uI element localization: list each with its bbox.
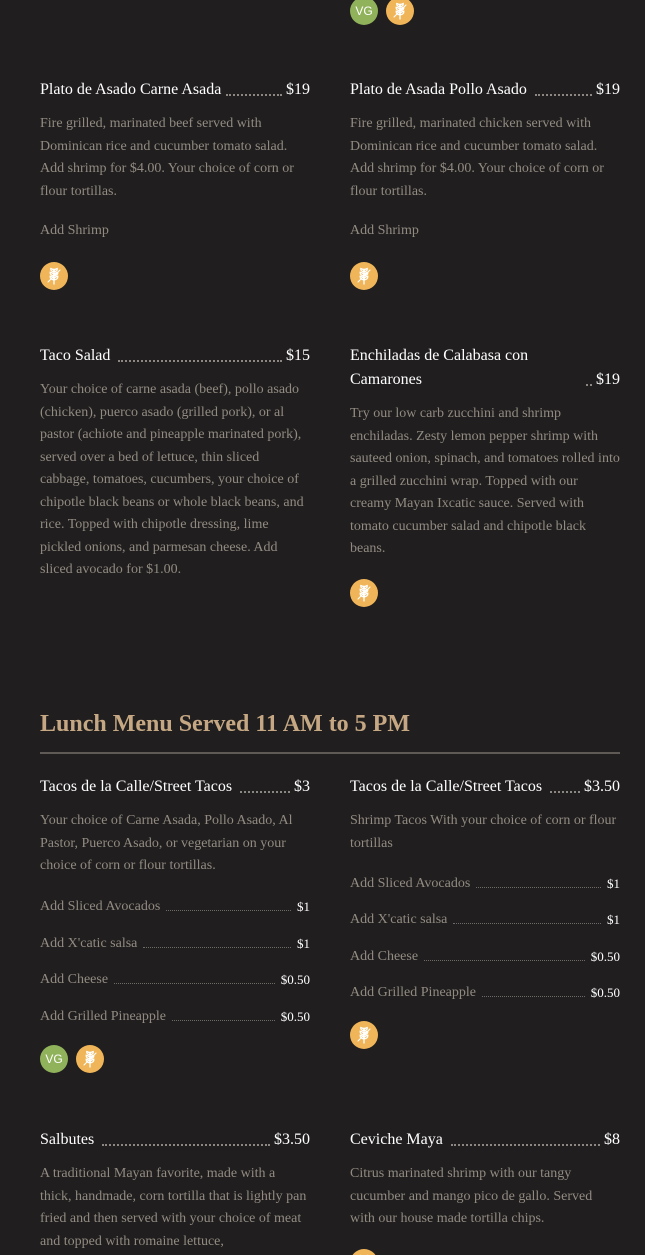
- diet-icons: [350, 262, 620, 290]
- addon-label: Add X'catic salsa: [40, 935, 138, 951]
- addon-price: $0.50: [280, 971, 310, 987]
- addon-label: Add Grilled Pineapple: [350, 985, 476, 1000]
- dotted-leader: [535, 94, 592, 96]
- menu-item-shrimp-street-tacos: [350, 775, 620, 1049]
- addon-list: [350, 875, 620, 1002]
- menu-item-pollo-asado: [350, 78, 620, 290]
- gluten-free-wheat-icon: [350, 579, 378, 607]
- dotted-leader: [172, 1020, 275, 1021]
- menu-item-addon: [40, 222, 310, 240]
- menu-item-title-row: [350, 775, 620, 799]
- menu-item-title-row: [40, 78, 310, 102]
- menu-item-description: Your choice of Carne Asada, Pollo Asado, Al Pastor, Puerco Asado, or vegetarian on your choice of corn or flour tortillas.: [40, 813, 293, 873]
- vegetarian-badge-icon: VG: [40, 1045, 68, 1073]
- addon-label: Add Grilled Pineapple: [40, 1008, 166, 1024]
- vegetarian-badge-icon: VG: [350, 0, 378, 25]
- section-title: Lunch Menu Served 11 AM to 5 PM: [40, 711, 410, 737]
- addon-price: $1: [297, 935, 310, 951]
- menu-item-ceviche: [350, 1128, 620, 1255]
- menu-item-title-row: [40, 775, 310, 799]
- addon-label: Add Shrimp: [40, 223, 109, 238]
- dotted-leader: [143, 947, 291, 948]
- menu-item-name: Tacos de la Calle/Street Tacos: [40, 778, 233, 795]
- menu-item-price: $3: [294, 778, 310, 795]
- menu-item-title-row: [350, 78, 620, 102]
- menu-item-description: A traditional Mayan favorite, made with a thick, handmade, corn tortilla that is lightly pan fried and then served with your choice of meat and topped with romaine lettuce,: [40, 1166, 307, 1249]
- dotted-leader: [114, 983, 275, 984]
- addon-row[interactable]: [350, 984, 620, 1002]
- diet-icons: [40, 1045, 310, 1073]
- addon-label: Add Cheese: [40, 971, 109, 987]
- gluten-free-wheat-icon: [40, 262, 68, 290]
- addon-row[interactable]: [40, 1008, 310, 1026]
- addon-row[interactable]: [350, 875, 620, 893]
- menu-item-name: Enchiladas de Calabasa con Camarones: [350, 347, 529, 388]
- menu-item-salbutes: [40, 1128, 310, 1253]
- addon-label: Add Cheese: [350, 949, 419, 964]
- addon-price: $0.50: [280, 1008, 310, 1024]
- menu-item-title-row: [350, 344, 620, 392]
- menu-item-taco-salad: [40, 344, 310, 582]
- menu-item-price: $8: [604, 1131, 620, 1148]
- dotted-leader: [118, 360, 282, 362]
- menu-item-carne-asada: [40, 78, 310, 290]
- gluten-free-wheat-icon: [350, 1249, 378, 1255]
- section-divider: [40, 752, 620, 754]
- menu-item-description: Try our low carb zucchini and shrimp enchiladas. Zesty lemon pepper shrimp with sauteed onion, spinach, and tomatoes rolled into a grilled zucchini wrap. Topped with our creamy Mayan Ixcatic sauce. Served with tomato cucumber salad and chipotle black beans.: [350, 406, 620, 556]
- dotted-leader: [476, 887, 601, 888]
- dotted-leader: [102, 1144, 270, 1146]
- dotted-leader: [226, 94, 282, 96]
- dotted-leader: [166, 910, 291, 911]
- menu-item-price: $19: [286, 81, 310, 98]
- gluten-free-wheat-icon: [386, 0, 414, 25]
- menu-item-name: Salbutes: [40, 1131, 95, 1148]
- dotted-leader: [482, 996, 585, 997]
- menu-item-name: Taco Salad: [40, 347, 111, 364]
- dotted-leader: [240, 791, 290, 793]
- menu-item-price: $3.50: [274, 1131, 310, 1148]
- dotted-leader: [550, 791, 580, 793]
- menu-item-enchiladas: [350, 344, 620, 607]
- addon-price: $0.50: [590, 949, 620, 964]
- menu-item-addon: [350, 222, 620, 240]
- addon-price: $0.50: [590, 985, 620, 1000]
- menu-item-price: $15: [286, 347, 310, 364]
- addon-label: Add Sliced Avocados: [350, 876, 471, 891]
- previous-item-diet-icons: [350, 0, 414, 25]
- menu-item-title-row: [40, 1128, 310, 1152]
- menu-item-name: Tacos de la Calle/Street Tacos: [350, 778, 543, 795]
- addon-row[interactable]: [350, 948, 620, 966]
- menu-item-name: Ceviche Maya: [350, 1131, 443, 1148]
- addon-price: $1: [607, 912, 620, 927]
- menu-item-description: Your choice of carne asada (beef), pollo asado (chicken), puerco asado (grilled pork), or al pastor (achiote and pineapple marinated pork), served over a bed of lettuce, thin sliced cabbage, tomatoes, cucumbers, your choice of chipotle black beans or whole black beans, and rice. Topped with chipotle dressing, lime pickled onions, and parmesan cheese. Add sliced avocado for $1.00.: [40, 382, 304, 577]
- addon-row[interactable]: [40, 971, 310, 989]
- menu-item-street-tacos: [40, 775, 310, 1073]
- menu-item-description: Citrus marinated shrimp with our tangy cucumber and mango pico de gallo. Served with our house made tortilla chips.: [350, 1166, 593, 1226]
- addon-price: $1: [607, 876, 620, 891]
- gluten-free-wheat-icon: [350, 262, 378, 290]
- addon-label: Add X'catic salsa: [350, 912, 448, 927]
- gluten-free-wheat-icon: [350, 1021, 378, 1049]
- addon-list: [40, 898, 310, 1026]
- diet-icons: [40, 262, 310, 290]
- dotted-leader: [586, 384, 592, 386]
- dotted-leader: [453, 923, 601, 924]
- menu-item-description: Fire grilled, marinated chicken served with Dominican rice and cucumber tomato salad. Add shrimp for $4.00. Your choice of corn or flour tortillas.: [350, 116, 604, 199]
- dotted-leader: [424, 960, 585, 961]
- menu-item-price: $3.50: [584, 778, 620, 795]
- diet-icons: [350, 1021, 620, 1049]
- menu-item-name: Plato de Asado Carne Asada: [40, 81, 222, 98]
- menu-item-name: Plato de Asada Pollo Asado: [350, 81, 527, 98]
- menu-item-title-row: [40, 344, 310, 368]
- addon-price: $1: [297, 898, 310, 914]
- addon-row[interactable]: [350, 911, 620, 929]
- dotted-leader: [451, 1144, 600, 1146]
- addon-label: Add Shrimp: [350, 223, 419, 238]
- gluten-free-wheat-icon: [76, 1045, 104, 1073]
- addon-row[interactable]: [40, 935, 310, 953]
- diet-icons: [350, 1249, 620, 1255]
- menu-item-title-row: [350, 1128, 620, 1152]
- menu-item-price: $19: [596, 81, 620, 98]
- diet-icons: [350, 579, 620, 607]
- menu-item-price: $19: [596, 371, 620, 388]
- menu-item-description: Fire grilled, marinated beef served with Dominican rice and cucumber tomato salad. Add shrimp for $4.00. Your choice of corn or flour tortillas.: [40, 116, 294, 199]
- addon-row[interactable]: [40, 898, 310, 916]
- addon-label: Add Sliced Avocados: [40, 898, 161, 914]
- menu-item-description: Shrimp Tacos With your choice of corn or flour tortillas: [350, 813, 617, 851]
